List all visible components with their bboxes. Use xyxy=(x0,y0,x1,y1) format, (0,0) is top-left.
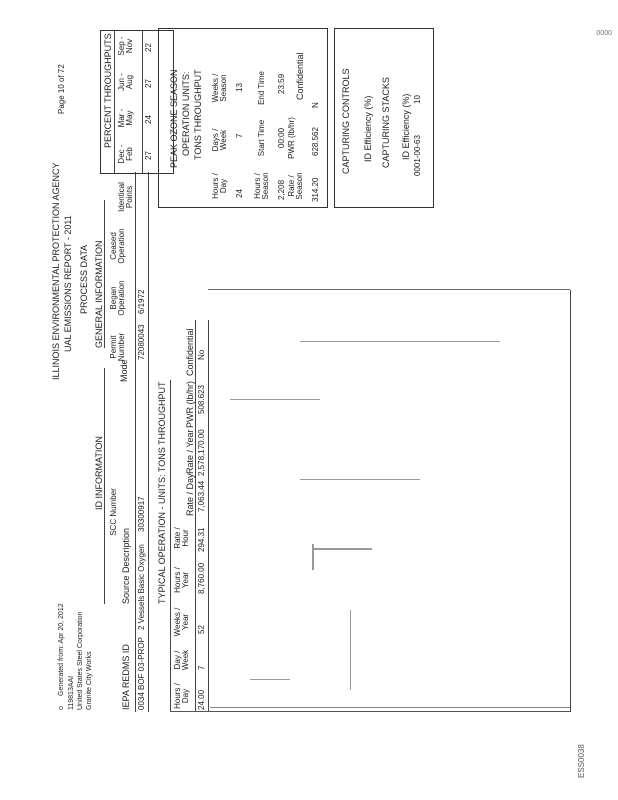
peak-value-weeks-season: 13 xyxy=(235,83,244,92)
peak-header-confidential: Confidential xyxy=(295,52,305,100)
peak-value-start-time: 00:00 xyxy=(277,127,286,148)
identical-col-header: Identical Points xyxy=(117,182,135,212)
general-info-title: GENERAL INFORMATION xyxy=(94,240,104,348)
typical-value-weeks-year: 52 xyxy=(197,625,206,634)
peak-header-hours-season: Hours / Season xyxy=(253,172,271,200)
document-stamp: ESS0038 xyxy=(577,744,586,778)
section-title: PROCESS DATA xyxy=(79,244,89,314)
company-name: United States Steel Corporation xyxy=(77,611,84,710)
generated-bullet: o xyxy=(58,706,65,710)
began-value: 6/1972 xyxy=(137,289,146,314)
capturing-controls-title: CAPTURING CONTROLS xyxy=(341,68,351,174)
peak-header-start-time: Start Time xyxy=(257,119,266,157)
typical-value-rate-hour: 294.31 xyxy=(197,527,206,552)
scan-mark xyxy=(312,548,372,550)
corner-mark: 0000 xyxy=(596,30,612,37)
desc-col-header: Source Description xyxy=(121,527,131,604)
typical-header-confidential: Confidential xyxy=(185,328,195,376)
scan-mark xyxy=(300,341,500,342)
peak-title-3: TONS THROUGHPUT xyxy=(193,69,203,160)
percent-header-4: Sep - Nov xyxy=(117,36,135,56)
peak-value-rate-season: 314.20 xyxy=(311,177,320,202)
typical-header-weeks-year: Weeks / Year xyxy=(173,607,191,637)
typical-header-hours-day: Hours / Day xyxy=(173,683,191,709)
percent-header-3: Jun - Aug xyxy=(117,73,135,91)
generated-date: Generated from: Apr 20, 2012 xyxy=(58,603,65,696)
typical-value-hours-year: 8,760.00 xyxy=(197,562,206,594)
peak-header-weeks-season: Weeks / Season xyxy=(211,73,229,103)
peak-value-confidential: N xyxy=(311,102,320,108)
ceased-col-header: Ceased Operation xyxy=(109,228,127,264)
typical-value-pwr: 508.623 xyxy=(197,385,206,414)
mode-col-header: Mode xyxy=(119,359,129,382)
permit-col-header: Permit Number xyxy=(109,332,127,362)
report-title: UAL EMISSIONS REPORT - 2011 xyxy=(63,215,73,352)
peak-value-hours-season: 2,208 xyxy=(277,179,286,200)
peak-title-2: OPERATION UNITS: xyxy=(181,71,191,156)
scan-mark xyxy=(300,479,420,480)
peak-header-end-time: End Time xyxy=(257,71,266,105)
typical-header-rate-year: Rate / Year xyxy=(185,429,195,474)
scc-value: 30300917 xyxy=(137,496,146,532)
stack-efficiency: 10 xyxy=(413,95,422,104)
typical-value-hours-day: 24.00 xyxy=(197,689,206,710)
peak-title-1: PEAK OZONE SEASON xyxy=(169,69,179,168)
scan-mark xyxy=(230,399,320,400)
typical-header-pwr: PWR (lb/hr) xyxy=(185,381,195,428)
typical-header-hours-year: Hours / Year xyxy=(173,567,191,593)
stacks-header: ID Efficiency (%) xyxy=(401,93,411,160)
peak-value-pwr: 628.562 xyxy=(311,127,320,156)
typical-header-day-week: Day / Week xyxy=(173,649,191,671)
percent-header-2: Mar - May xyxy=(117,108,135,128)
source-id-value: 0034 BOF 03-PROP xyxy=(137,637,146,710)
stack-id: 0001-00-63 xyxy=(413,135,422,176)
facility-id: 119813AAI xyxy=(68,675,75,710)
percent-value-3: 27 xyxy=(144,79,153,88)
peak-value-end-time: 23:59 xyxy=(277,73,286,94)
scc-col-header: SCC Number xyxy=(109,488,118,536)
controls-header: ID Efficiency (%) xyxy=(363,95,373,162)
agency-title: ILLINOIS ENVIRONMENTAL PROTECTION AGENCY xyxy=(51,162,61,380)
peak-header-days-week: Days / Week xyxy=(211,128,229,152)
peak-header-rate-season: Rate / Season xyxy=(287,172,305,200)
peak-value-hours-day: 24 xyxy=(235,189,244,198)
id-col-header: IEPA REDMS ID xyxy=(121,644,131,710)
capturing-stacks-title: CAPTURING STACKS xyxy=(381,77,391,168)
typical-value-rate-day: 7,063.44 xyxy=(197,480,206,512)
peak-header-pwr: PWR (lb/hr) xyxy=(287,117,296,159)
typical-header-rate-hour: Rate / Hour xyxy=(173,527,191,549)
id-info-title: ID INFORMATION xyxy=(94,436,104,510)
scan-mark xyxy=(350,610,351,690)
typical-value-day-week: 7 xyxy=(197,665,206,670)
typical-value-rate-year: 2,578,170.00 xyxy=(197,429,206,476)
source-desc-value: 2 Vessels Basic Oxygen xyxy=(137,544,146,630)
typical-title: TYPICAL OPERATION - UNITS: TONS THROUGHPUT xyxy=(157,381,167,604)
site-name: Granite City Works xyxy=(86,651,93,710)
peak-header-hours-day: Hours / Day xyxy=(211,173,229,199)
typical-header-rate-day: Rate / Day xyxy=(185,473,195,516)
scan-mark xyxy=(250,679,290,680)
peak-value-days-week: 7 xyxy=(235,133,244,138)
percent-value-4: 22 xyxy=(144,43,153,52)
page-number: Page 10 of 72 xyxy=(57,64,66,114)
permit-value: 72080043 xyxy=(137,324,146,360)
percent-value-2: 24 xyxy=(144,115,153,124)
began-col-header: Began Operation xyxy=(109,280,127,316)
percent-title: PERCENT THROUGHPUTS xyxy=(103,33,113,148)
percent-value-1: 27 xyxy=(144,151,153,160)
typical-value-confidential: No xyxy=(197,349,206,360)
percent-header-1: Dec - Feb xyxy=(117,144,135,164)
